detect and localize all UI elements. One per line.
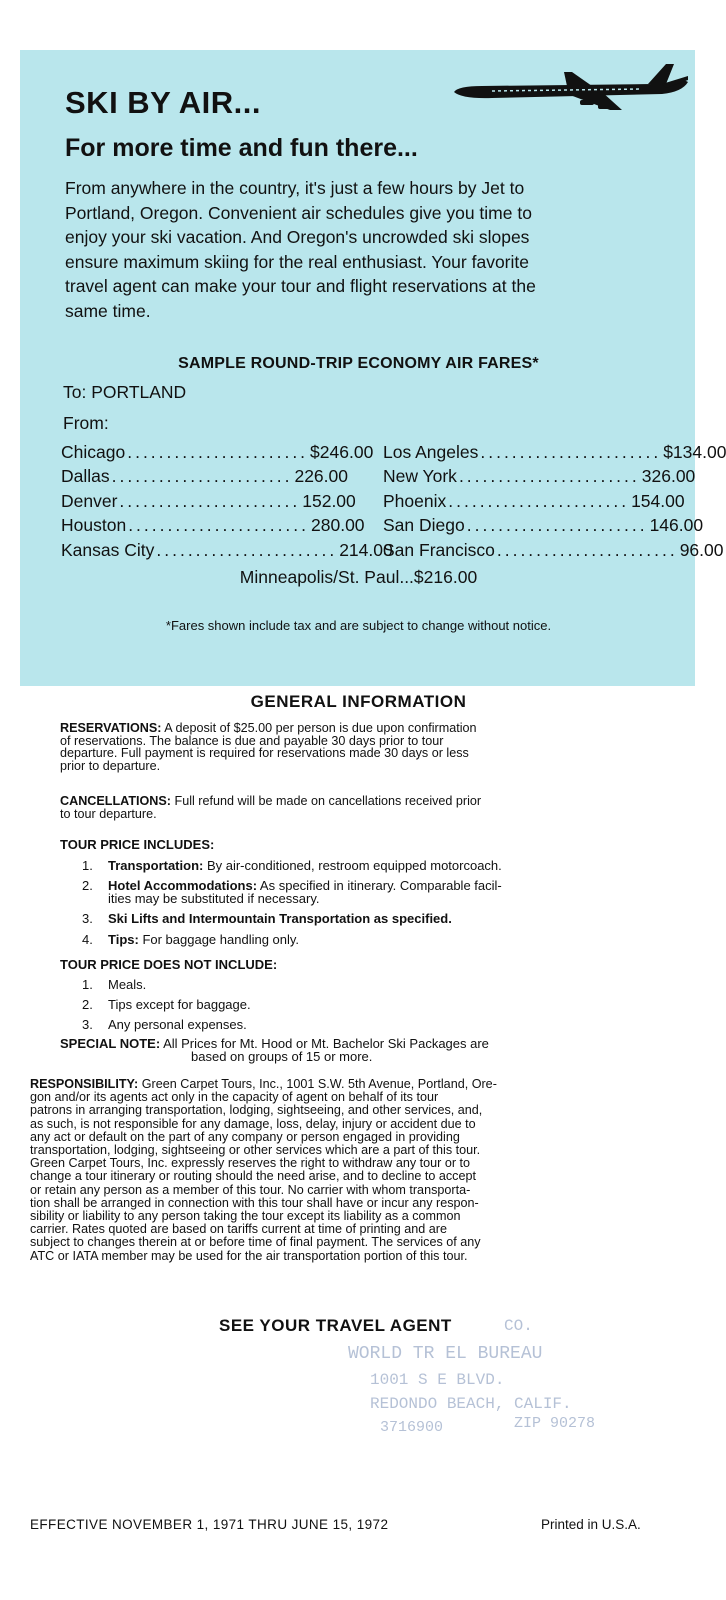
fare-minneapolis: Minneapolis/St. Paul...$216.00	[239, 567, 478, 587]
intro-line: Portland, Oregon. Convenient air schedules give you time to	[65, 202, 532, 223]
fare-row: San Francisco ....................... 96.00	[383, 539, 724, 560]
travel-agency-stamp: CO. WORLD TR EL BUREAU 1001 S E BLVD. REDONDO BEACH, CALIF. 3716900 ZIP 90278	[348, 1317, 596, 1436]
cancellations-section	[60, 795, 646, 820]
includes-item: 2. Hotel Accommodations: As specified in itinerary. Comparable facil- ities may be substituted if necessary.	[82, 878, 502, 906]
fare-city: San Francisco	[383, 539, 495, 560]
jet-airplane-icon	[452, 62, 690, 112]
fare-city: Kansas City	[61, 539, 155, 560]
cancellations-text: Full refund will be made on cancellations received prior	[171, 794, 482, 808]
fares-right-column	[383, 442, 726, 564]
excludes-title: TOUR PRICE DOES NOT INCLUDE:	[60, 957, 278, 972]
see-travel-agent: SEE YOUR TRAVEL AGENT	[219, 1316, 452, 1335]
fare-price: 214.00	[339, 539, 393, 560]
excludes-item: 3. Any personal expenses.	[82, 1017, 247, 1032]
fare-price: 326.00	[641, 466, 696, 487]
fares-title: SAMPLE ROUND-TRIP ECONOMY AIR FARES*	[178, 355, 539, 372]
fare-row: Kansas City ....................... 214.00	[61, 539, 393, 560]
fare-row: Dallas ....................... 226.00	[61, 466, 348, 487]
fare-city: Denver	[61, 490, 118, 511]
fare-price: 146.00	[649, 515, 704, 536]
special-note-label: SPECIAL NOTE:	[60, 1036, 161, 1051]
fare-row: New York ....................... 326.00	[383, 466, 696, 487]
fares-left-column	[61, 442, 393, 564]
fare-price: 96.00	[679, 539, 724, 560]
general-info-title: GENERAL INFORMATION	[250, 692, 467, 711]
reservations-text: A deposit of $25.00 per person is due upon confirmation	[161, 721, 477, 735]
fare-price: $246.00	[310, 442, 374, 462]
fare-price: 152.00	[302, 490, 356, 511]
fare-row: Los Angeles ....................... $134.00	[383, 442, 726, 462]
fare-price: $134.00	[663, 442, 726, 462]
fare-price: 154.00	[631, 490, 685, 511]
fare-city: San Diego	[383, 515, 465, 536]
page-title: SKI BY AIR...	[65, 85, 261, 120]
special-note: SPECIAL NOTE: All Prices for Mt. Hood or Mt. Bachelor Ski Packages are based on groups of 15 or more.	[60, 1036, 489, 1064]
fare-price: 226.00	[294, 466, 348, 487]
responsibility-label: RESPONSIBILITY:	[30, 1077, 139, 1091]
fares-destination: To: PORTLAND	[63, 382, 187, 402]
page-subtitle: For more time and fun there...	[65, 134, 418, 162]
fare-city: Phoenix	[383, 490, 447, 511]
fare-city: Houston	[61, 515, 127, 536]
cancellations-label: CANCELLATIONS:	[60, 794, 172, 808]
intro-line: travel agent can make your tour and flight reservations at the	[65, 276, 536, 297]
includes-item: 4. Tips: For baggage handling only.	[82, 932, 300, 947]
fares-footnote: *Fares shown include tax and are subject to change without notice.	[165, 618, 552, 633]
responsibility-section: RESPONSIBILITY: Green Carpet Tours, Inc., 1001 S.W. 5th Avenue, Portland, Ore- gon and/or its agents act only in the capacity of agent on behalf of its tour patrons in arranging transportation, lodging, sightseeing, and other services, and, as such, is not responsible for any damage, loss, delay, injury or accident due to any act or default on the part of any company or person engaged in providing transportation, lodging, sightseeing or other services which are a part of this tour. Green Carpet Tours, Inc. expressly reserves the right to withdraw any tour or to change a tour itinerary or routing should the need arise, and to decline to accept or retain any person as a member of this tour. No carrier with whom transporta- tion shall be arranged in connection with this tour shall have or incur any respon- sibility or liability to any person taking the tour except its liability as a common carrier. Rates quoted are based on tariffs current at time of printing and are subject to changes therein at or before time of final payment. The services of any ATC or IATA member may be used for the air transportation portion of this tour.	[30, 1077, 497, 1263]
fare-price: 280.00	[311, 515, 365, 536]
fare-city: Chicago	[61, 442, 126, 462]
intro-line: From anywhere in the country, it's just a few hours by Jet to	[65, 178, 525, 198]
reservations-section	[60, 722, 646, 772]
fare-city: Los Angeles	[383, 442, 479, 462]
includes-item: 1. Transportation: By air-conditioned, restroom equipped motorcoach.	[82, 858, 502, 873]
fares-origin-label: From:	[63, 413, 109, 433]
printed-in: Printed in U.S.A.	[541, 1517, 641, 1532]
fare-row: San Diego ....................... 146.00	[383, 515, 704, 536]
fare-row: Phoenix ....................... 154.00	[383, 490, 685, 511]
reservations-text: departure. Full payment is required for reservations made 30 days or less	[60, 746, 469, 761]
includes-item: 3. Ski Lifts and Intermountain Transportation as specified.	[82, 911, 452, 926]
reservations-text: prior to departure.	[60, 758, 161, 773]
reservations-label: RESERVATIONS:	[60, 721, 162, 735]
intro-line: ensure maximum skiing for the real enthusiast. Your favorite	[65, 251, 529, 272]
fare-row: Denver ....................... 152.00	[61, 490, 356, 511]
includes-title: TOUR PRICE INCLUDES:	[60, 837, 215, 852]
fare-row: Houston ....................... 280.00	[61, 515, 365, 536]
cancellations-text: to tour departure.	[60, 806, 157, 821]
fare-city: Dallas	[61, 466, 110, 487]
intro-paragraph	[65, 176, 665, 324]
effective-dates: EFFECTIVE NOVEMBER 1, 1971 THRU JUNE 15, 1972	[30, 1517, 389, 1532]
excludes-item: 2. Tips except for baggage.	[82, 997, 251, 1012]
reservations-text: of reservations. The balance is due and payable 30 days prior to tour	[60, 733, 444, 748]
excludes-item: 1. Meals.	[82, 977, 147, 992]
fare-row: Chicago ....................... $246.00	[61, 442, 374, 462]
intro-line: enjoy your ski vacation. And Oregon's uncrowded ski slopes	[65, 227, 530, 248]
intro-line: same time.	[65, 300, 151, 321]
fare-city: New York	[383, 466, 457, 487]
